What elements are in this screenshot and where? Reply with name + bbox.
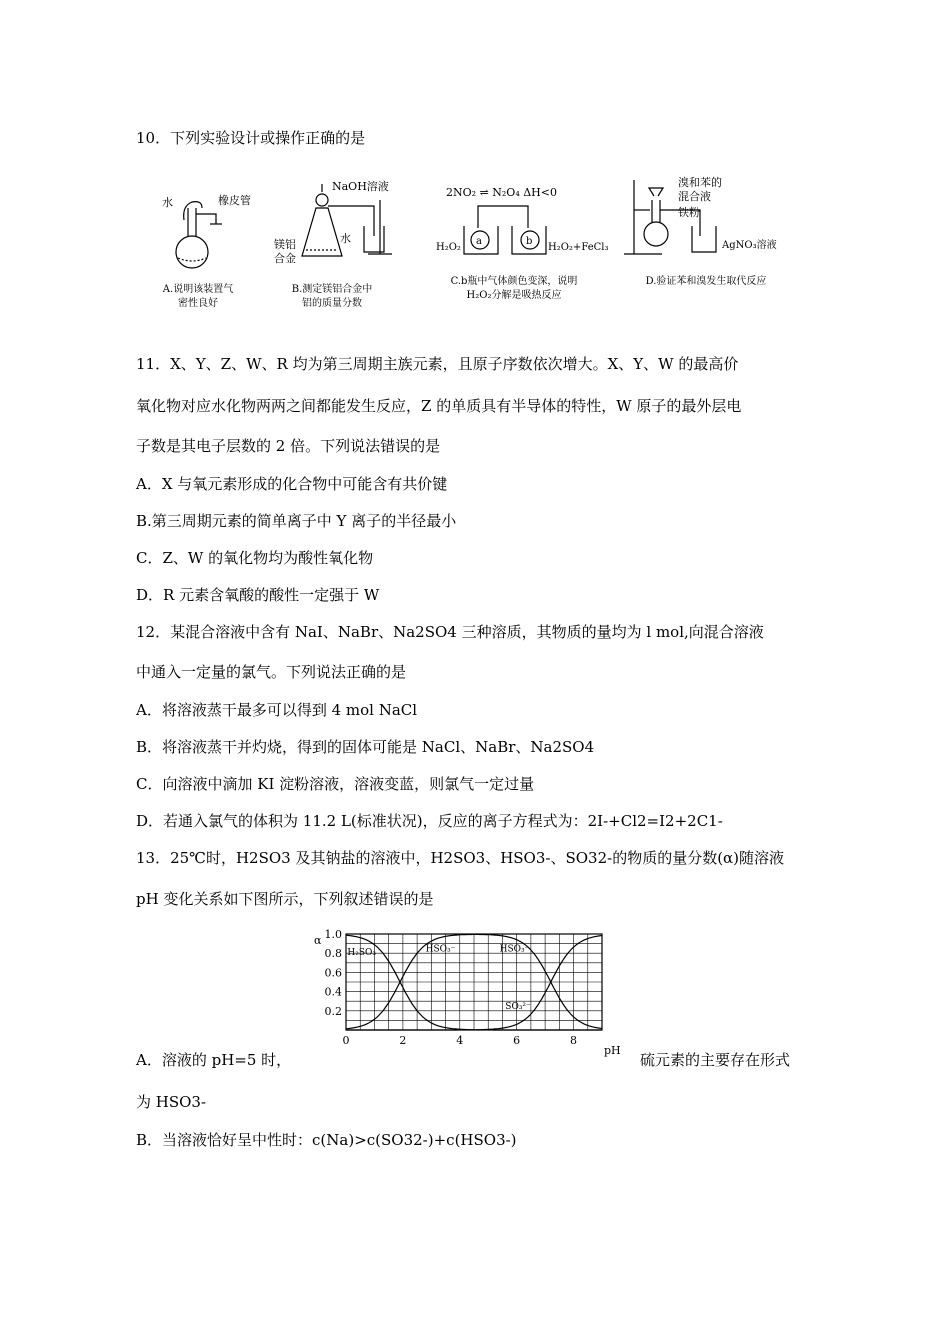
q13-option-a-right: 硫元素的主要存在形式 xyxy=(640,1051,791,1069)
figb-alloy-label-1: 镁铝 xyxy=(274,238,296,251)
q13-option-a-cont: 为 HSO3- xyxy=(136,1093,207,1111)
figb-caption-1: B.测定镁铝合金中 xyxy=(291,284,373,295)
q11-stem-3: 子数是其电子层数的 2 倍。下列说法错误的是 xyxy=(136,437,441,455)
q12-option-b: B．将溶液蒸干并灼烧，得到的固体可能是 NaCl、NaBr、Na2SO4 xyxy=(136,738,595,756)
q11-option-b: B.第三周期元素的简单离子中 Y 离子的半径最小 xyxy=(136,512,457,530)
figa-caption-2: 密性良好 xyxy=(178,298,218,309)
q12-stem-2: 中通入一定量的氯气。下列说法正确的是 xyxy=(136,663,407,681)
chart-grid xyxy=(346,934,602,1030)
q12-option-c: C．向溶液中滴加 KI 淀粉溶液，溶液变蓝，则氯气一定过量 xyxy=(136,775,535,793)
label-h2so3: H₂SO₃ xyxy=(347,948,377,959)
figd-caption-1: D.验证苯和溴发生取代反应 xyxy=(645,276,767,287)
y-tick-label: 0.8 xyxy=(324,947,342,961)
q13-stem-2: pH 变化关系如下图所示，下列叙述错误的是 xyxy=(136,890,434,908)
figure-b-alloy xyxy=(272,170,402,315)
figc-caption-1: C.b瓶中气体颜色变深，说明 xyxy=(450,276,578,287)
label-hso3-right: HSO₃⁻ xyxy=(499,944,530,955)
y-axis-label: α xyxy=(314,934,322,947)
x-tick-label: 2 xyxy=(399,1034,407,1047)
label-so3: SO₃²⁻ xyxy=(505,1001,531,1012)
y-tick-label: 0.6 xyxy=(324,966,342,980)
figc-equation: 2NO₂ ⇌ N₂O₄ ΔH<0 xyxy=(446,186,557,199)
y-tick-label: 0.2 xyxy=(324,1004,342,1018)
y-tick-label: 1.0 xyxy=(324,928,342,941)
figb-alloy-label-2: 合金 xyxy=(274,252,296,265)
q13-stem-1: 13．25℃时，H2SO3 及其钠盐的溶液中，H2SO3、HSO3-、SO32-的物质的量分数(α)随溶液 xyxy=(136,849,785,867)
figa-tube-label: 橡皮管 xyxy=(218,194,251,207)
label-hso3-left: HSO₃⁻ xyxy=(425,944,456,955)
figa-water-label: 水 xyxy=(162,196,173,209)
figa-caption-1: A.说明该装置气 xyxy=(162,284,234,295)
q11-stem-1: 11．X、Y、Z、W、R 均为第三周期主族元素，且原子序数依次增大。X、Y、W 的最高价 xyxy=(136,355,739,373)
x-tick-label: 6 xyxy=(513,1034,521,1047)
q10-stem: 10．下列实验设计或操作正确的是 xyxy=(136,129,366,147)
figc-bulb-b: b xyxy=(526,236,533,247)
figure-a-airtightness xyxy=(150,170,270,315)
figd-mix-label-2: 混合液 xyxy=(678,190,711,203)
figc-bulb-a: a xyxy=(476,236,482,247)
figc-right-label: H₂O₂+FeCl₃ xyxy=(548,242,609,253)
figb-caption-2: 铝的质量分数 xyxy=(302,298,362,309)
figd-agno3-label: AgNO₃溶液 xyxy=(722,240,777,251)
figb-water-label: 水 xyxy=(340,232,351,245)
figd-iron-label: 铁粉 xyxy=(678,206,700,219)
q11-stem-2: 氧化物对应水化物两两之间都能发生反应，Z 的单质具有半导体的特性，W 原子的最外层电 xyxy=(136,397,742,415)
figure-c-bulbs xyxy=(430,170,610,315)
figure-d-bromination xyxy=(622,170,792,315)
q11-option-c: C．Z、W 的氧化物均为酸性氧化物 xyxy=(136,549,374,567)
q13-option-a-left: A．溶液的 pH=5 时， xyxy=(136,1051,292,1069)
q12-stem-1: 12．某混合溶液中含有 NaI、NaBr、Na2SO4 三种溶质，其物质的量均为 l mol,向混合溶液 xyxy=(136,623,764,641)
q11-option-a: A．X 与氧元素形成的化合物中可能含有共价键 xyxy=(136,475,448,493)
figb-naoh-label: NaOH溶液 xyxy=(332,180,389,193)
x-tick-label: 0 xyxy=(342,1034,350,1047)
figc-left-label: H₂O₂ xyxy=(436,242,461,253)
q12-option-a: A．将溶液蒸干最多可以得到 4 mol NaCl xyxy=(136,701,418,719)
x-axis-label: pH xyxy=(604,1044,621,1057)
q12-option-d: D．若通入氯气的体积为 11.2 L(标准状况)，反应的离子方程式为：2I-+Cl2=I2+2C1- xyxy=(136,812,723,830)
x-tick-label: 8 xyxy=(570,1034,578,1047)
q13-option-b: B．当溶液恰好呈中性时：c(Na)>c(SO32-)+c(HSO3-) xyxy=(136,1131,517,1149)
alpha-ph-chart xyxy=(308,926,626,1058)
figc-caption-2: H₂O₂分解是吸热反应 xyxy=(466,290,562,301)
q11-option-d: D．R 元素含氧酸的酸性一定强于 W xyxy=(136,586,380,604)
y-tick-label: 0.4 xyxy=(324,985,342,999)
figd-mix-label-1: 溴和苯的 xyxy=(678,176,722,189)
x-tick-label: 4 xyxy=(456,1034,464,1047)
